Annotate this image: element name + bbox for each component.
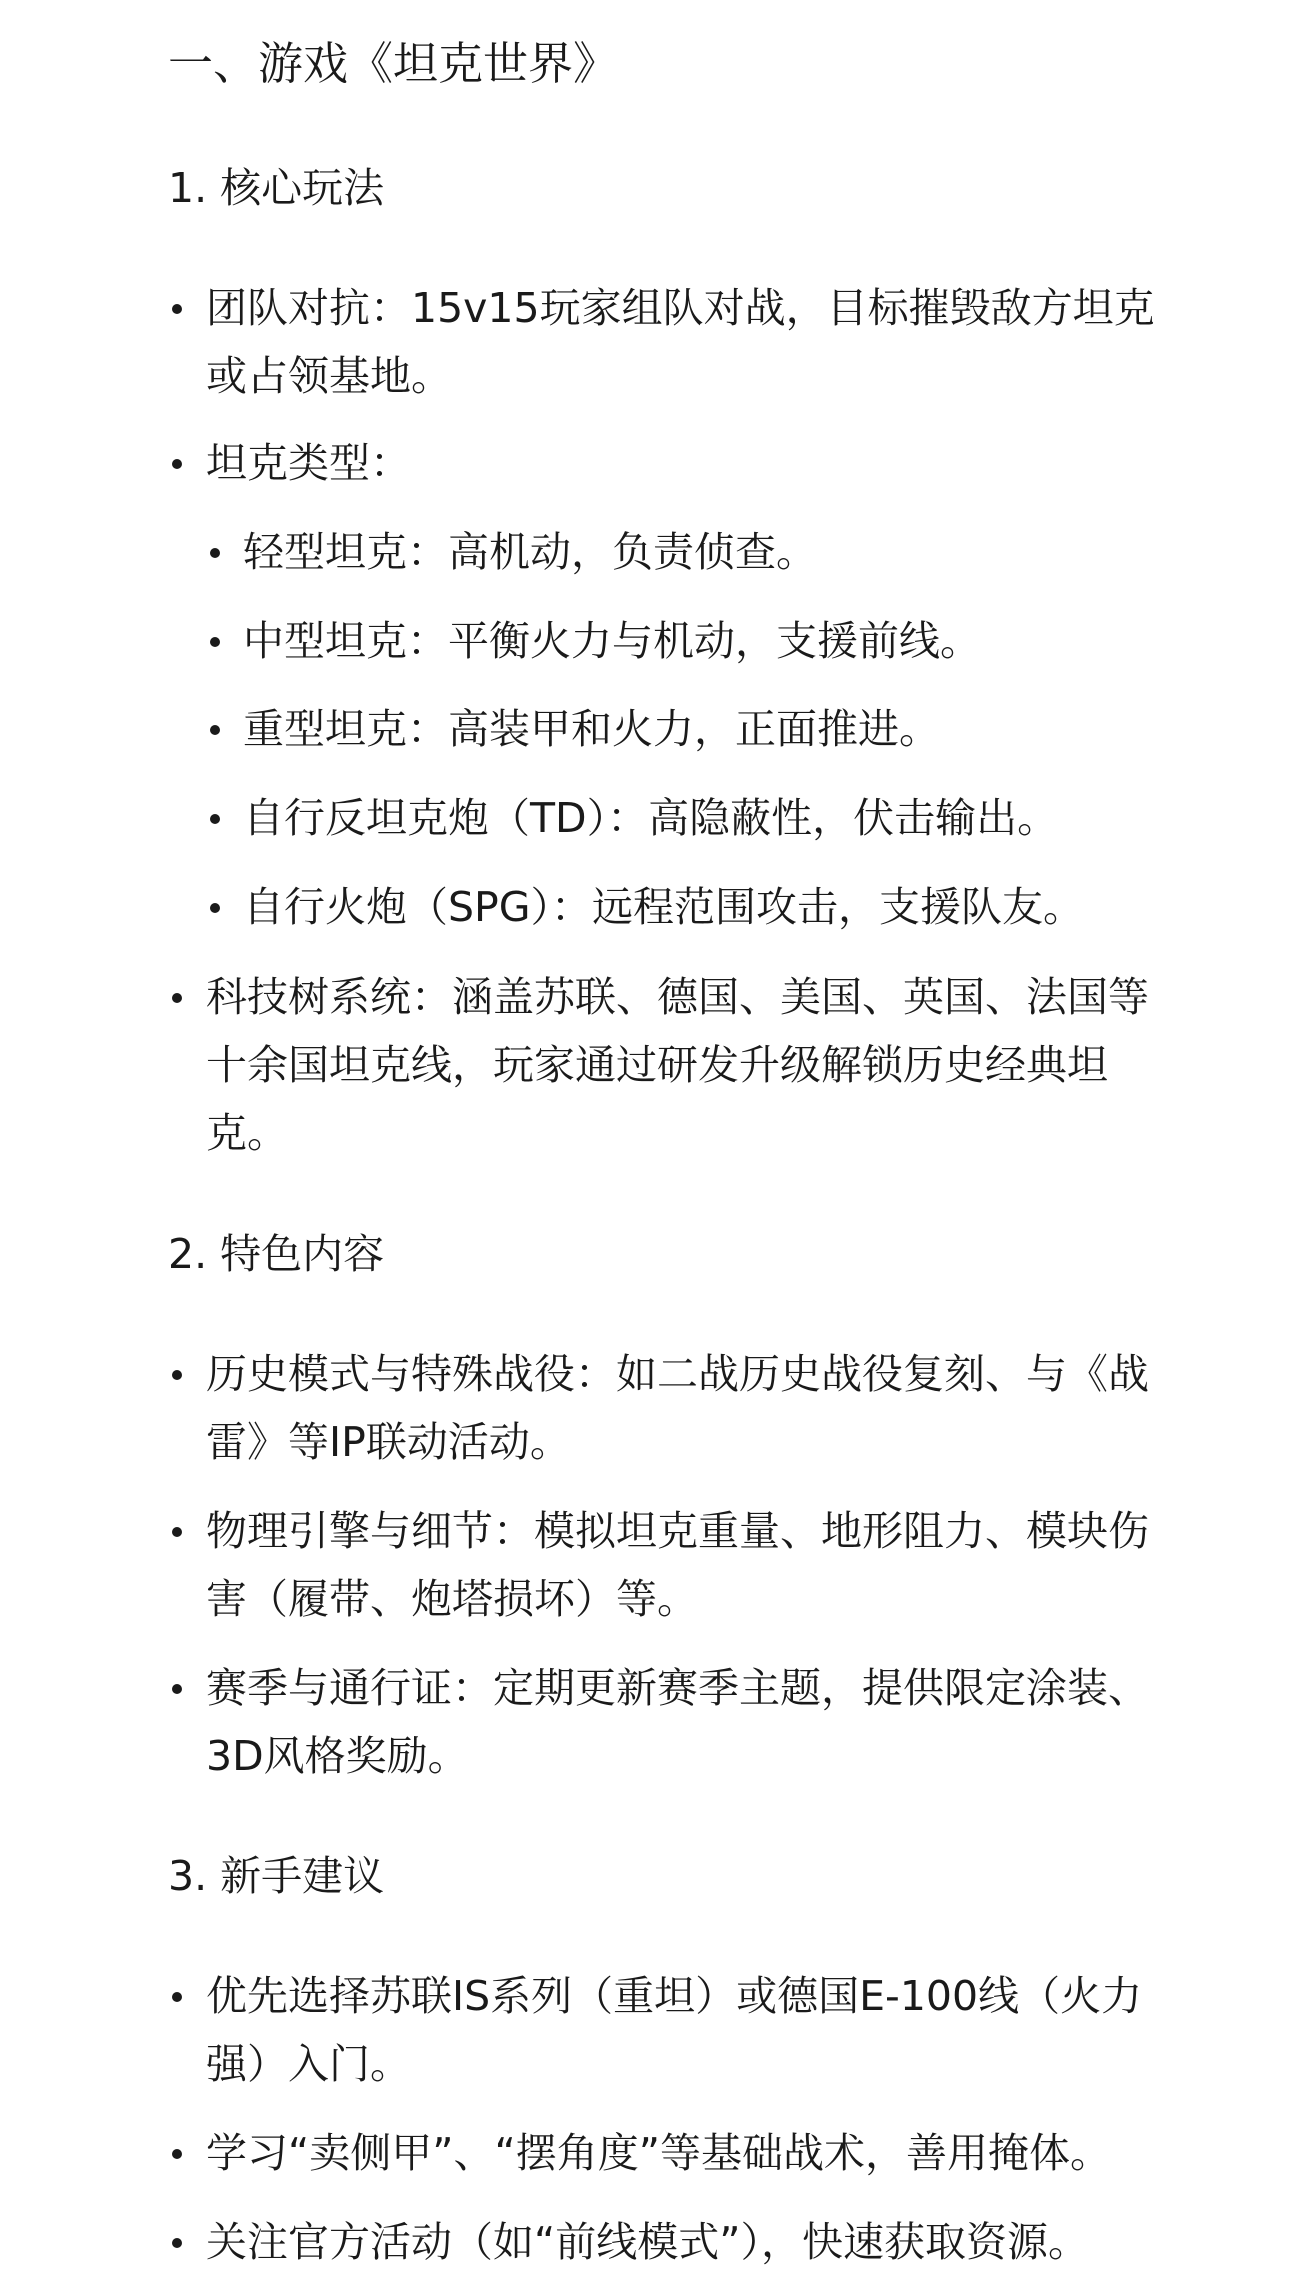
- list-item-line: 克。: [206, 1109, 288, 1157]
- list-item-line: 自行反坦克炮（TD）：高隐蔽性，伏击输出。: [243, 794, 1059, 842]
- section-heading-beginner-tips: 3. 新手建议: [168, 1852, 385, 1900]
- bullet: [172, 1370, 182, 1380]
- list-item-line: 强）入门。: [206, 2040, 411, 2088]
- list-item-line: 优先选择苏联IS系列（重坦）或德国E-100线（火力: [206, 1972, 1143, 2020]
- list-item-line: 学习“卖侧甲”、“摆角度”等基础战术，善用掩体。: [206, 2129, 1111, 2177]
- list-item-line: 历史模式与特殊战役：如二战历史战役复刻、与《战: [206, 1350, 1149, 1398]
- bullet: [172, 2238, 182, 2248]
- list-item-line: 轻型坦克：高机动，负责侦查。: [243, 528, 817, 576]
- bullet: [172, 304, 182, 314]
- list-item-line: 物理引擎与细节：模拟坦克重量、地形阻力、模块伤: [206, 1507, 1149, 1555]
- bullet: [172, 459, 182, 469]
- bullet: [172, 2149, 182, 2159]
- list-item-line: 重型坦克：高装甲和火力，正面推进。: [243, 705, 940, 753]
- bullet: [210, 814, 220, 824]
- bullet: [210, 725, 220, 735]
- list-item-line: 或占领基地。: [206, 352, 452, 400]
- bullet: [172, 1992, 182, 2002]
- section-heading-core-gameplay: 1. 核心玩法: [168, 164, 385, 212]
- list-item-line: 害（履带、炮塔损坏）等。: [206, 1575, 698, 1623]
- list-item-line: 赛季与通行证：定期更新赛季主题，提供限定涂装、: [206, 1664, 1149, 1712]
- list-item-line: 3D风格奖励。: [206, 1732, 469, 1780]
- list-item-line: 科技树系统：涵盖苏联、德国、美国、英国、法国等: [206, 973, 1149, 1021]
- list-item-line: 坦克类型：: [206, 439, 411, 487]
- section-heading-features: 2. 特色内容: [168, 1230, 385, 1278]
- bullet: [172, 993, 182, 1003]
- list-item-line: 中型坦克：平衡火力与机动，支援前线。: [243, 617, 981, 665]
- bullet: [210, 637, 220, 647]
- bullet: [210, 548, 220, 558]
- bullet: [210, 903, 220, 913]
- list-item-line: 团队对抗：15v15玩家组队对战，目标摧毁敌方坦克: [206, 284, 1155, 332]
- list-item-line: 雷》等IP联动活动。: [206, 1418, 571, 1466]
- document-title: 一、游戏《坦克世界》: [168, 37, 619, 90]
- list-item-line: 关注官方活动（如“前线模式”），快速获取资源。: [206, 2218, 1089, 2266]
- bullet: [172, 1684, 182, 1694]
- bullet: [172, 1527, 182, 1537]
- list-item-line: 自行火炮（SPG）：远程范围攻击，支援队友。: [243, 883, 1085, 931]
- list-item-line: 十余国坦克线，玩家通过研发升级解锁历史经典坦: [206, 1041, 1108, 1089]
